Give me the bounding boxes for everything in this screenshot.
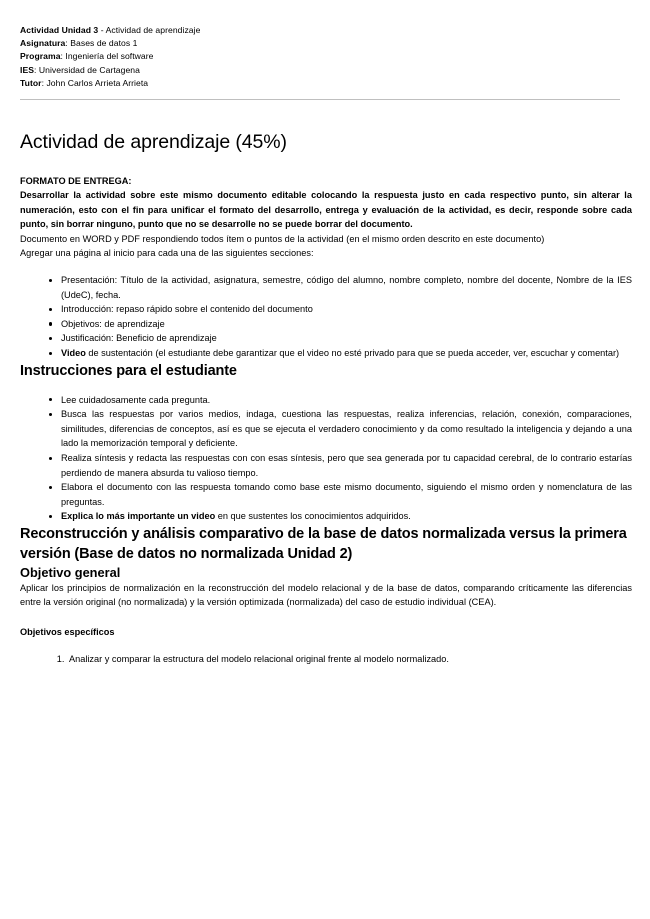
list-item-text: Justificación: Beneficio de aprendizaje bbox=[61, 333, 217, 344]
page-title: Actividad de aprendizaje (45%) bbox=[20, 131, 287, 154]
metadata-line-tutor bbox=[20, 77, 632, 90]
metadata-label-asignatura: Asignatura bbox=[20, 38, 66, 49]
list-item-text: en que sustentes los conocimientos adquiridos. bbox=[215, 511, 411, 522]
metadata-label-programa: Programa bbox=[20, 51, 61, 62]
header-divider bbox=[20, 99, 620, 100]
list-item-bold: Explica lo más importante un video bbox=[61, 511, 216, 522]
formato-entrega-label: FORMATO DE ENTREGA: bbox=[20, 176, 132, 187]
list-item bbox=[49, 509, 632, 524]
list-item bbox=[49, 480, 632, 509]
objetivos-especificos-list bbox=[20, 652, 632, 667]
formato-agregar-paragraph: Agregar una página al inicio para cada una de las siguientes secciones: bbox=[20, 248, 314, 259]
list-item bbox=[49, 407, 632, 451]
objetivos-especificos-heading: Objetivos específicos bbox=[20, 627, 115, 638]
metadata-line-ies bbox=[20, 64, 632, 77]
metadata-line-programa bbox=[20, 50, 632, 63]
list-item-text: Elabora el documento con las respuesta tomando como base este mismo documento, siguiendo el mismo orden y nomenclatura de las preguntas. bbox=[61, 482, 632, 507]
list-item bbox=[49, 302, 632, 317]
metadata-value-actividad: - Actividad de aprendizaje bbox=[98, 25, 201, 35]
metadata-value-programa: : Ingeniería del software bbox=[60, 51, 154, 62]
list-item-text: Realiza síntesis y redacta las respuestas con con esas síntesis, pero que sea generada por tu capacidad cerebral, de lo contrario estarías perdiendo de manera absurda tu valioso tiempo. bbox=[61, 452, 632, 478]
metadata-label-tutor: Tutor bbox=[20, 77, 42, 88]
metadata-value-ies: : Universidad de Cartagena bbox=[34, 64, 140, 75]
list-item-text: Lee cuidadosamente cada pregunta. bbox=[61, 394, 211, 405]
list-item: 1. Analizar y comparar la estructura del modelo relacional original frente al modelo normalizado. bbox=[67, 652, 632, 667]
list-item bbox=[49, 393, 632, 408]
metadata-label-actividad: Actividad Unidad 3 bbox=[20, 25, 99, 35]
list-item-text: Busca las respuestas por varios medios, indaga, cuestiona las respuestas, realiza inferencias, relación, conexión, comparaciones, similitudes, diferencias de conceptos, así es que se ejecuta el verdadero conocimiento y da como resultado la inteligencia y dejando a una lado la memorización temporal y deficiente. bbox=[61, 409, 632, 449]
list-item bbox=[49, 317, 632, 332]
objetivo-general-heading: Objetivo general bbox=[20, 564, 121, 580]
metadata-value-tutor: : John Carlos Arrieta Arrieta bbox=[41, 77, 149, 88]
metadata-value-asignatura: : Bases de datos 1 bbox=[65, 38, 138, 49]
metadata-label-ies: IES bbox=[20, 64, 35, 75]
list-item bbox=[49, 331, 632, 346]
document-metadata-header bbox=[20, 24, 632, 90]
objetivo-general-paragraph: Aplicar los principios de normalización en la reconstrucción del modelo relacional y de la base de datos, comparando críticamente las diferencias entre la versión original (no normalizada) y la versión optimizada (normalizada) del caso de estudio individual (CEA). bbox=[20, 582, 632, 608]
formato-word-pdf-paragraph: Documento en WORD y PDF respondiendo todos ítem o puntos de la actividad (en el mismo orden descrito en este documento) bbox=[20, 233, 545, 244]
list-item bbox=[49, 451, 632, 480]
list-item-text: de sustentación (el estudiante debe garantizar que el video no esté privado para que se pueda acceder, ver, escuchar y comentar) bbox=[85, 347, 620, 358]
list-item-bold: Video bbox=[61, 347, 86, 358]
list-item-text: Introducción: repaso rápido sobre el contenido del documento bbox=[61, 304, 313, 315]
formato-sections-list bbox=[20, 273, 632, 361]
metadata-line-actividad bbox=[20, 24, 632, 37]
reconstruccion-heading: Reconstrucción y análisis comparativo de la base de datos normalizada versus la primera versión (Base de datos no normalizada Unidad 2) bbox=[20, 525, 627, 562]
metadata-line-asignatura bbox=[20, 37, 632, 50]
instrucciones-heading: Instrucciones para el estudiante bbox=[20, 362, 237, 379]
instrucciones-list bbox=[20, 393, 632, 524]
list-item bbox=[49, 273, 632, 302]
list-item-text: Objetivos: de aprendizaje bbox=[61, 318, 165, 329]
list-item bbox=[49, 346, 632, 361]
formato-bold-paragraph: Desarrollar la actividad sobre este mismo documento editable colocando la respuesta justo en cada respectivo punto, sin alterar la numeración, esto con el fin para unificar el formato del desarrollo, entrega y evaluación de la actividad, es decir, responde sobre cada punto, sin borrar ninguno, punto que no se desarrolle no se puede borrar del documento. bbox=[20, 190, 632, 230]
list-item-text: Presentación: Título de la actividad, asignatura, semestre, código del alumno, nombre completo, nombre del docente, Nombre de la IES (UdeC), fecha. bbox=[61, 274, 632, 300]
